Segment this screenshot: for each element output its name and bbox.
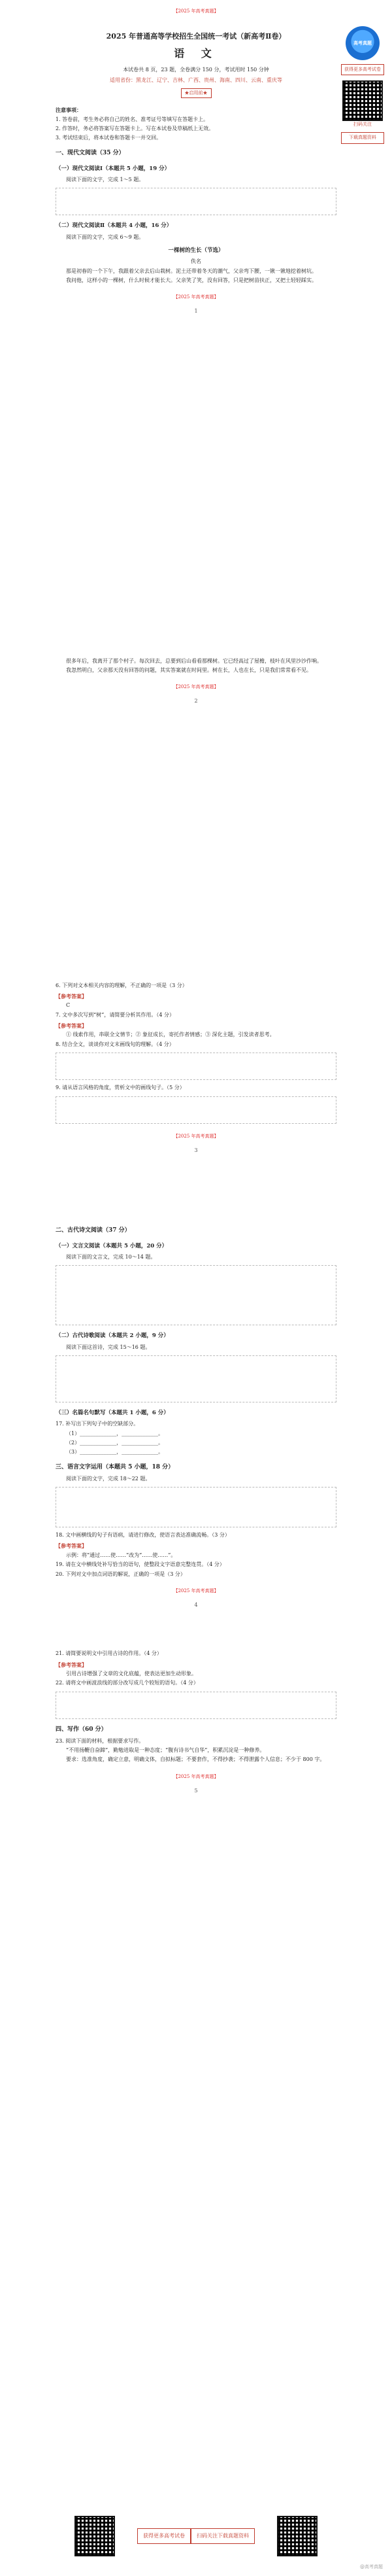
- story-paragraph: 那是初春的一个下午，我跟着父亲去后山栽树。泥土还带着冬天的潮气，父亲弯下腰，一锹一锹地挖着树坑。: [66, 268, 317, 274]
- fill-item: （2）______________，______________。: [66, 1439, 164, 1446]
- question-19: 19. 请在文中横线处补写恰当的语句，使整段文字语意完整连贯。（4 分）: [56, 1561, 225, 1568]
- question-9: 9. 请从语言风格的角度，赏析文中的画线句子。（5 分）: [56, 1085, 185, 1091]
- page-number: 3: [194, 1147, 198, 1153]
- section-2a-intro: 阅读下面的文言文，完成 10～14 题。: [66, 1254, 156, 1260]
- notice-item: 2. 作答时，务必将答案写在答题卡上。写在本试卷及草稿纸上无效。: [56, 126, 214, 132]
- answer-18: 示例：将“通过……使……”改为“……使……”。: [66, 1552, 176, 1558]
- section-1b-intro: 阅读下面的文字，完成 6～9 题。: [66, 234, 144, 240]
- answer-label: 【参考答案】: [56, 992, 87, 1000]
- header-topbar: 【2025 年高考真题】: [173, 9, 219, 14]
- subject-title: 语 文: [174, 46, 218, 60]
- side-ad-box[interactable]: 获得更多高考试卷: [341, 64, 384, 75]
- answer-6: C: [66, 1002, 71, 1009]
- answer-label: 【参考答案】: [56, 1542, 87, 1550]
- question-18: 18. 文中画横线的句子有语病，请进行修改，使语言表达准确流畅。（3 分）: [56, 1532, 230, 1539]
- section-1-title: 一、现代文阅读（35 分）: [56, 149, 125, 156]
- page-number: 2: [194, 698, 198, 705]
- bottom-ad-left[interactable]: 获得更多高考试卷: [137, 2528, 191, 2543]
- side-ad-box-2[interactable]: 下载真题资料: [341, 132, 384, 143]
- story-author: 佚名: [191, 258, 201, 265]
- question-17: 17. 补写出下列句子中的空缺部分。: [56, 1421, 139, 1427]
- answer-21: 引用古诗增强了文章的文化底蕴，使表达更加生动形象。: [66, 1670, 197, 1677]
- section-1a-title: （一）现代文阅读Ⅰ（本题共 5 小题，19 分）: [56, 165, 171, 172]
- answer-7: ① 线索作用，串联全文情节；② 象征成长，寄托作者情感；③ 深化主题，引发读者思考。: [66, 1032, 275, 1038]
- secret-badge: ★启用前★: [181, 88, 212, 98]
- story-title: 一棵树的生长（节选）: [168, 247, 224, 254]
- answer-label: 【参考答案】: [56, 1022, 87, 1030]
- language-passage: [56, 1487, 336, 1527]
- answer-area: [56, 1096, 336, 1124]
- section-2a-title: （一）文言文阅读（本题共 5 小题，20 分）: [56, 1242, 168, 1249]
- notice-title: 注意事项：: [56, 107, 82, 114]
- section-2c-title: （三）名篇名句默写（本题共 1 小题，6 分）: [56, 1409, 169, 1416]
- section-2b-title: （二）古代诗歌阅读（本题共 2 小题，9 分）: [56, 1332, 169, 1340]
- question-20: 20. 下列对文中加点词语的解说，正确的一项是（3 分）: [56, 1571, 186, 1577]
- page-number: 1: [194, 308, 198, 315]
- section-3-title: 三、语言文字运用（本题共 5 小题，18 分）: [56, 1463, 174, 1471]
- answer-label: 【参考答案】: [56, 1661, 87, 1668]
- exam-title: 2025 年普通高等学校招生全国统一考试（新高考Ⅱ卷）: [106, 31, 286, 41]
- story-paragraph: 我忽然明白，父亲那天没有回答的问题，其实答案就在时间里。树在长，人也在长，只是我们常常看不见。: [66, 667, 312, 673]
- qr-code-icon[interactable]: [342, 80, 383, 121]
- essay-material: “不用扬鞭自奋蹄”，勤勉进取是一种态度；“腹有诗书气自华”，积累沉淀是一种修养。: [66, 1747, 265, 1754]
- exam-regions: 适用省份：黑龙江、辽宁、吉林、广西、贵州、海南、四川、云南、重庆等: [110, 77, 282, 84]
- exam-meta: 本试卷共 8 页，23 题，全卷满分 150 分，考试用时 150 分钟: [123, 66, 269, 73]
- qr-label: 扫码关注: [353, 122, 372, 128]
- answer-area: [56, 1053, 336, 1080]
- brand-logo-icon: [346, 26, 380, 60]
- page-footer: 【2025 年高考真题】: [173, 684, 219, 690]
- reading-passage-1: [56, 188, 336, 215]
- bottom-ad-right[interactable]: 扫码关注下载真题资料: [191, 2528, 255, 2543]
- question-23: 23. 阅读下面的材料，根据要求写作。: [56, 1737, 144, 1744]
- page-footer: 【2025 年高考真题】: [173, 1133, 219, 1139]
- page-footer: 【2025 年高考真题】: [173, 294, 219, 300]
- question-8: 8. 结合全文，谈谈你对文末画线句的理解。（4 分）: [56, 1041, 174, 1047]
- section-4-title: 四、写作（60 分）: [56, 1726, 107, 1733]
- essay-requirement: 要求：选准角度，确定立意，明确文体，自拟标题；不要套作，不得抄袭；不得泄露个人信息；不少于 800 字。: [66, 1756, 325, 1763]
- bottom-ad-bar: [52, 2516, 340, 2556]
- story-paragraph: 很多年后，我离开了那个村子。每次回去，总要到后山看看那棵树。它已经高过了屋檐，枝叶在风里沙沙作响。: [66, 657, 322, 664]
- question-21: 21. 请简要说明文中引用古诗的作用。（4 分）: [56, 1650, 162, 1657]
- notice-item: 1. 答卷前，考生务必将自己的姓名、准考证号等填写在答题卡上。: [56, 116, 209, 122]
- section-2b-intro: 阅读下面这首诗，完成 15～16 题。: [66, 1344, 151, 1350]
- side-ad-panel: [341, 26, 384, 144]
- page-number: 4: [194, 1601, 198, 1608]
- classical-passage: [56, 1265, 336, 1325]
- fill-item: （3）______________，______________。: [66, 1449, 164, 1455]
- answer-area: [56, 1692, 336, 1719]
- watermark: @高考真题: [360, 2564, 383, 2570]
- page-footer: 【2025 年高考真题】: [173, 1588, 219, 1593]
- question-6: 6. 下列对文本相关内容的理解，不正确的一项是（3 分）: [56, 982, 188, 988]
- question-7: 7. 文中多次写到“树”，请简要分析其作用。（4 分）: [56, 1011, 174, 1018]
- page-footer: 【2025 年高考真题】: [173, 1773, 219, 1779]
- poem-passage: [56, 1355, 336, 1402]
- qr-code-icon[interactable]: [74, 2516, 115, 2556]
- section-1a-intro: 阅读下面的文字，完成 1～5 题。: [66, 176, 144, 183]
- page-number: 5: [194, 1787, 198, 1794]
- notice-item: 3. 考试结束后，将本试卷和答题卡一并交回。: [56, 135, 162, 141]
- question-22: 22. 请将文中画波浪线的部分改写成几个较短的语句。（4 分）: [56, 1680, 199, 1686]
- section-2-title: 二、古代诗文阅读（37 分）: [56, 1227, 131, 1234]
- section-1b-title: （二）现代文阅读Ⅱ（本题共 4 小题，16 分）: [56, 222, 172, 230]
- story-paragraph: 我问他，这样小的一棵树，什么时候才能长大。父亲笑了笑，没有回答，只是把树苗扶正，又把土轻轻踩实。: [66, 277, 317, 283]
- notice-block: [56, 106, 336, 143]
- section-3-intro: 阅读下面的文字，完成 18～22 题。: [66, 1475, 151, 1482]
- fill-item: （1）______________，______________。: [66, 1430, 164, 1436]
- brand-logo-text: 高考真题: [353, 39, 372, 46]
- qr-code-icon[interactable]: [277, 2516, 318, 2556]
